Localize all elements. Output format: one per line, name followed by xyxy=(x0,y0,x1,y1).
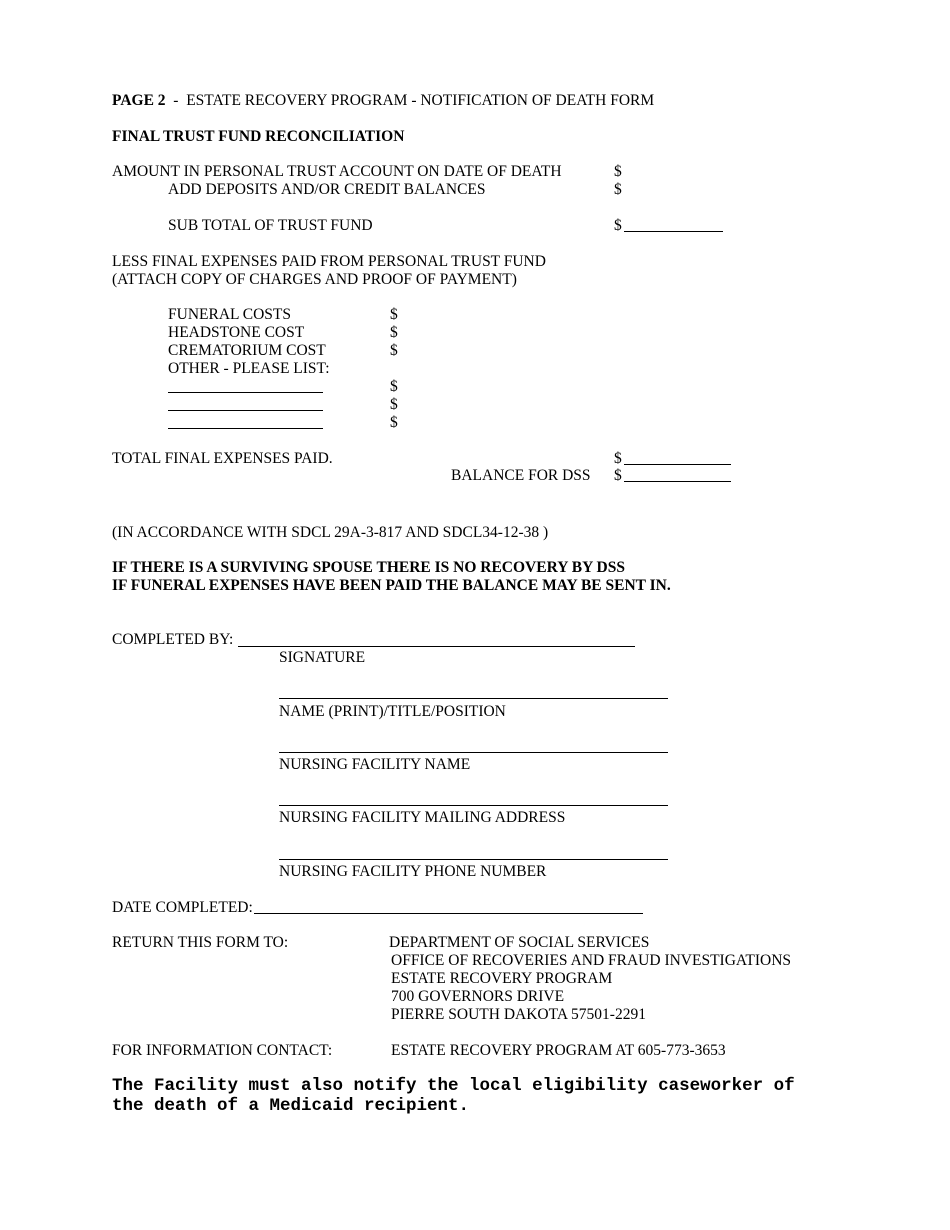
signature-label: SIGNATURE xyxy=(279,649,366,666)
total-paid-label: TOTAL FINAL EXPENSES PAID. xyxy=(112,450,333,467)
other-expense-dollar-1: $ xyxy=(390,378,398,395)
header-separator: - xyxy=(173,92,179,109)
other-expense-line-2[interactable] xyxy=(168,410,323,411)
footer-note-line1: The Facility must also notify the local eligibility caseworker of xyxy=(112,1076,795,1096)
facility-name-field[interactable] xyxy=(279,752,668,753)
date-completed-field[interactable] xyxy=(254,913,643,914)
contact-label: FOR INFORMATION CONTACT: xyxy=(112,1042,333,1059)
amount-on-death-label: AMOUNT IN PERSONAL TRUST ACCOUNT ON DATE OF DEATH xyxy=(112,163,562,180)
spouse-notice: IF THERE IS A SURVIVING SPOUSE THERE IS NO RECOVERY BY DSS xyxy=(112,559,625,576)
facility-address-field[interactable] xyxy=(279,805,668,806)
section-title: FINAL TRUST FUND RECONCILIATION xyxy=(112,128,405,145)
balance-dollar: $ xyxy=(614,467,622,484)
return-address-line-1: DEPARTMENT OF SOCIAL SERVICES xyxy=(389,934,650,951)
other-expense-line-3[interactable] xyxy=(168,428,323,429)
contact-value: ESTATE RECOVERY PROGRAM AT 605-773-3653 xyxy=(391,1042,726,1059)
facility-phone-label: NURSING FACILITY PHONE NUMBER xyxy=(279,863,547,880)
facility-phone-field[interactable] xyxy=(279,859,668,860)
completed-by-label: COMPLETED BY: xyxy=(112,631,234,648)
total-paid-dollar: $ xyxy=(614,450,622,467)
statute-note: (IN ACCORDANCE WITH SDCL 29A-3-817 AND SDCL34-12-38 ) xyxy=(112,524,549,541)
crematorium-cost-label: CREMATORIUM COST xyxy=(168,342,326,359)
less-expenses-line1: LESS FINAL EXPENSES PAID FROM PERSONAL TRUST FUND xyxy=(112,253,546,270)
facility-address-label: NURSING FACILITY MAILING ADDRESS xyxy=(279,809,566,826)
total-paid-field[interactable] xyxy=(624,464,731,465)
funeral-costs-dollar: $ xyxy=(390,306,398,323)
date-completed-label: DATE COMPLETED: xyxy=(112,899,253,916)
return-to-label: RETURN THIS FORM TO: xyxy=(112,934,289,951)
subtotal-dollar: $ xyxy=(614,217,622,234)
form-title: ESTATE RECOVERY PROGRAM - NOTIFICATION OF DEATH FORM xyxy=(186,92,655,109)
footer-note-line2: the death of a Medicaid recipient. xyxy=(112,1096,470,1116)
add-deposits-dollar: $ xyxy=(614,181,622,198)
other-expense-dollar-3: $ xyxy=(390,414,398,431)
balance-label: BALANCE FOR DSS xyxy=(451,467,591,484)
page-header xyxy=(112,92,654,110)
page-number: PAGE 2 xyxy=(112,92,166,109)
subtotal-field[interactable] xyxy=(624,231,723,232)
amount-on-death-dollar: $ xyxy=(614,163,622,180)
facility-name-label: NURSING FACILITY NAME xyxy=(279,756,471,773)
name-title-label: NAME (PRINT)/TITLE/POSITION xyxy=(279,703,506,720)
other-expense-dollar-2: $ xyxy=(390,396,398,413)
name-title-field[interactable] xyxy=(279,698,668,699)
crematorium-cost-dollar: $ xyxy=(390,342,398,359)
other-expense-line-1[interactable] xyxy=(168,392,323,393)
funeral-costs-label: FUNERAL COSTS xyxy=(168,306,292,323)
return-address-line-3: ESTATE RECOVERY PROGRAM xyxy=(391,970,613,987)
add-deposits-label: ADD DEPOSITS AND/OR CREDIT BALANCES xyxy=(168,181,486,198)
less-expenses-line2: (ATTACH COPY OF CHARGES AND PROOF OF PAYMENT) xyxy=(112,271,517,288)
headstone-cost-dollar: $ xyxy=(390,324,398,341)
return-address-line-2: OFFICE OF RECOVERIES AND FRAUD INVESTIGATIONS xyxy=(391,952,792,969)
headstone-cost-label: HEADSTONE COST xyxy=(168,324,305,341)
other-expenses-label: OTHER - PLEASE LIST: xyxy=(168,360,330,377)
return-address-line-5: PIERRE SOUTH DAKOTA 57501-2291 xyxy=(391,1006,646,1023)
funeral-paid-notice: IF FUNERAL EXPENSES HAVE BEEN PAID THE BALANCE MAY BE SENT IN. xyxy=(112,577,671,594)
signature-field[interactable] xyxy=(238,646,635,647)
balance-field[interactable] xyxy=(624,481,731,482)
return-address-line-4: 700 GOVERNORS DRIVE xyxy=(391,988,565,1005)
subtotal-label: SUB TOTAL OF TRUST FUND xyxy=(168,217,373,234)
